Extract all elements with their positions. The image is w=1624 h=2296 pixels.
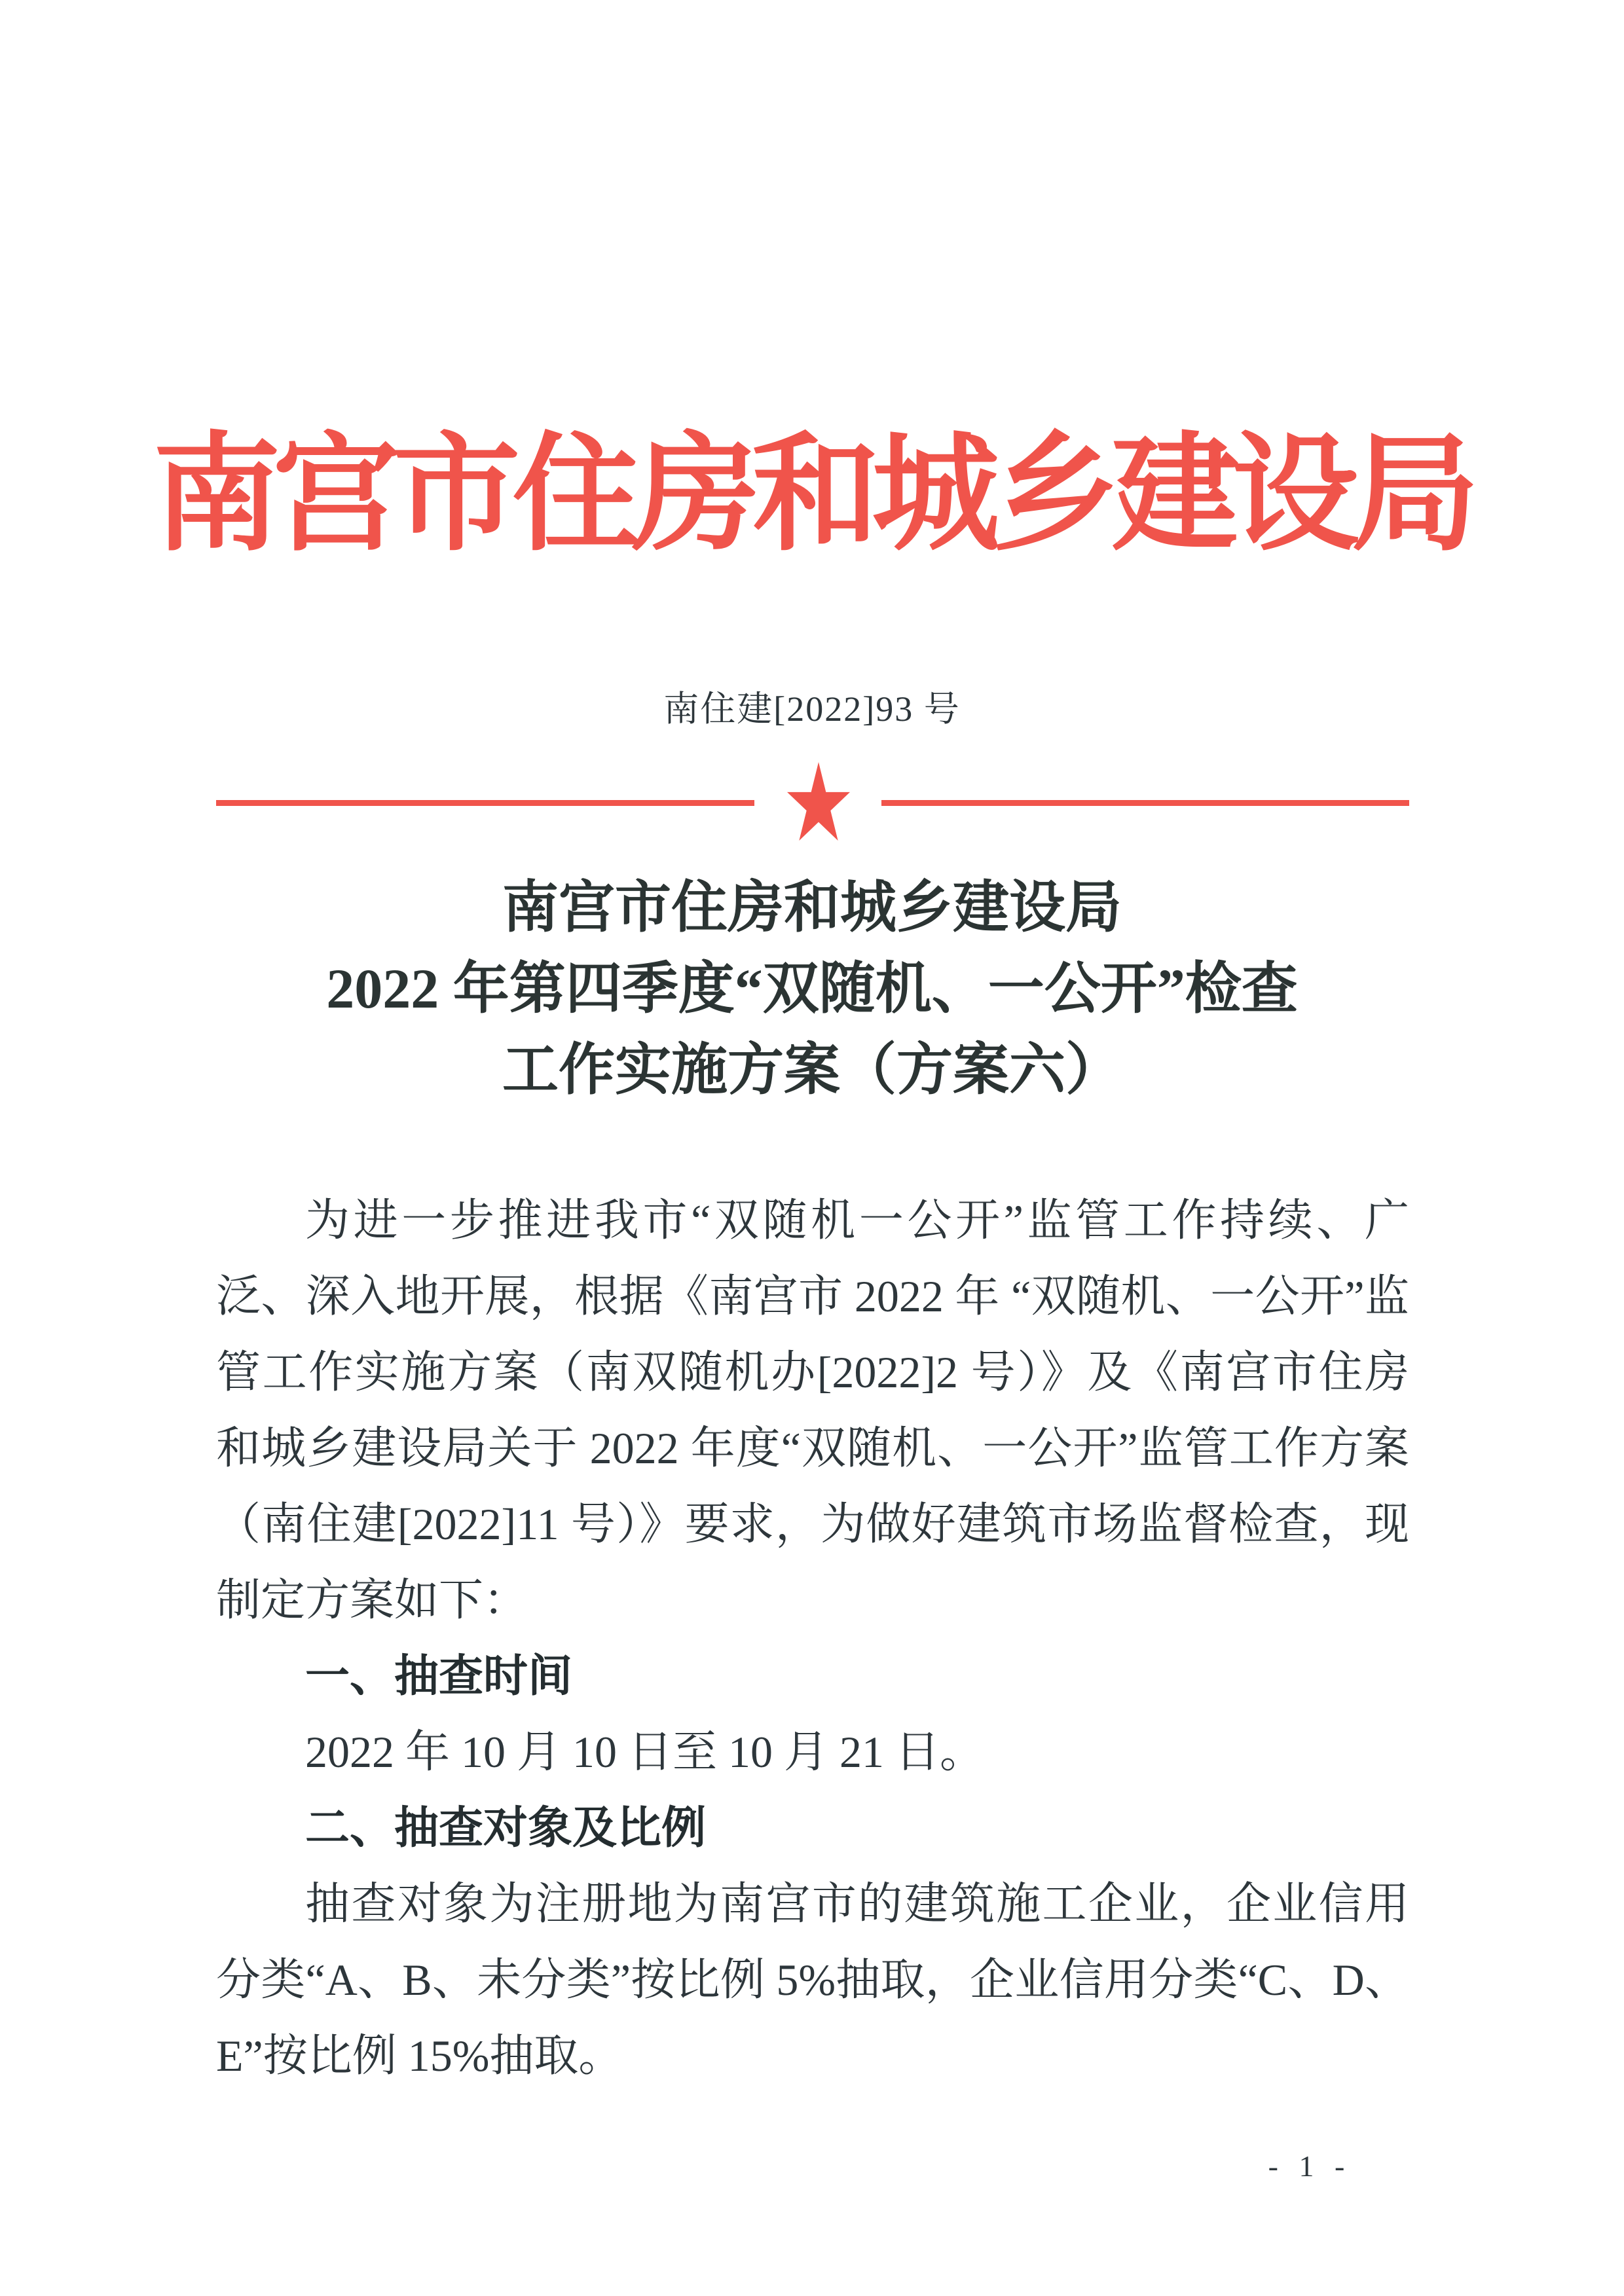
document-title bbox=[0, 867, 1624, 1110]
red-divider-right bbox=[881, 800, 1409, 806]
page-number: - 1 - bbox=[1268, 2149, 1352, 2183]
section-heading-inspection-time: 一、抽查时间 bbox=[305, 1651, 573, 1701]
title-line-1: 南宫市住房和城乡建设局 bbox=[502, 876, 1122, 939]
title-line-2: 2022 年第四季度“双随机、一公开”检查 bbox=[326, 957, 1298, 1020]
doc-number: 南住建[2022]93 号 bbox=[663, 689, 961, 729]
star-icon bbox=[787, 762, 850, 841]
paragraph-targets-ratio: 抽查对象为注册地为南宫市的建筑施工企业，企业信用分类“A、B、未分类”按比例 5%抽取，企业信用分类“C、D、E”按比例 15%抽取。 bbox=[216, 1879, 1409, 2081]
paragraph-inspection-time: 2022 年 10 月 10 日至 10 月 21 日。 bbox=[305, 1727, 985, 1777]
red-divider-left bbox=[216, 800, 754, 806]
title-line-3: 工作实施方案（方案六） bbox=[502, 1038, 1122, 1101]
section-heading-targets-ratio: 二、抽查对象及比例 bbox=[305, 1803, 707, 1853]
paragraph-intro: 为进一步推进我市“双随机一公开”监管工作持续、广泛、深入地开展，根据《南宫市 2022 年 “双随机、一公开”监管工作实施方案（南双随机办[2022]2 号）》及《南宫市住房和城乡建设局关于 2022 年度“双随机、一公开”监管工作方案（南住建[2022]11 号）》要求，为做好建筑市场监督检查，现制定方案如下： bbox=[216, 1195, 1409, 1625]
agency-title: 南宫市住房和城乡建设局 bbox=[153, 425, 1471, 566]
document-body bbox=[216, 1182, 1409, 2094]
